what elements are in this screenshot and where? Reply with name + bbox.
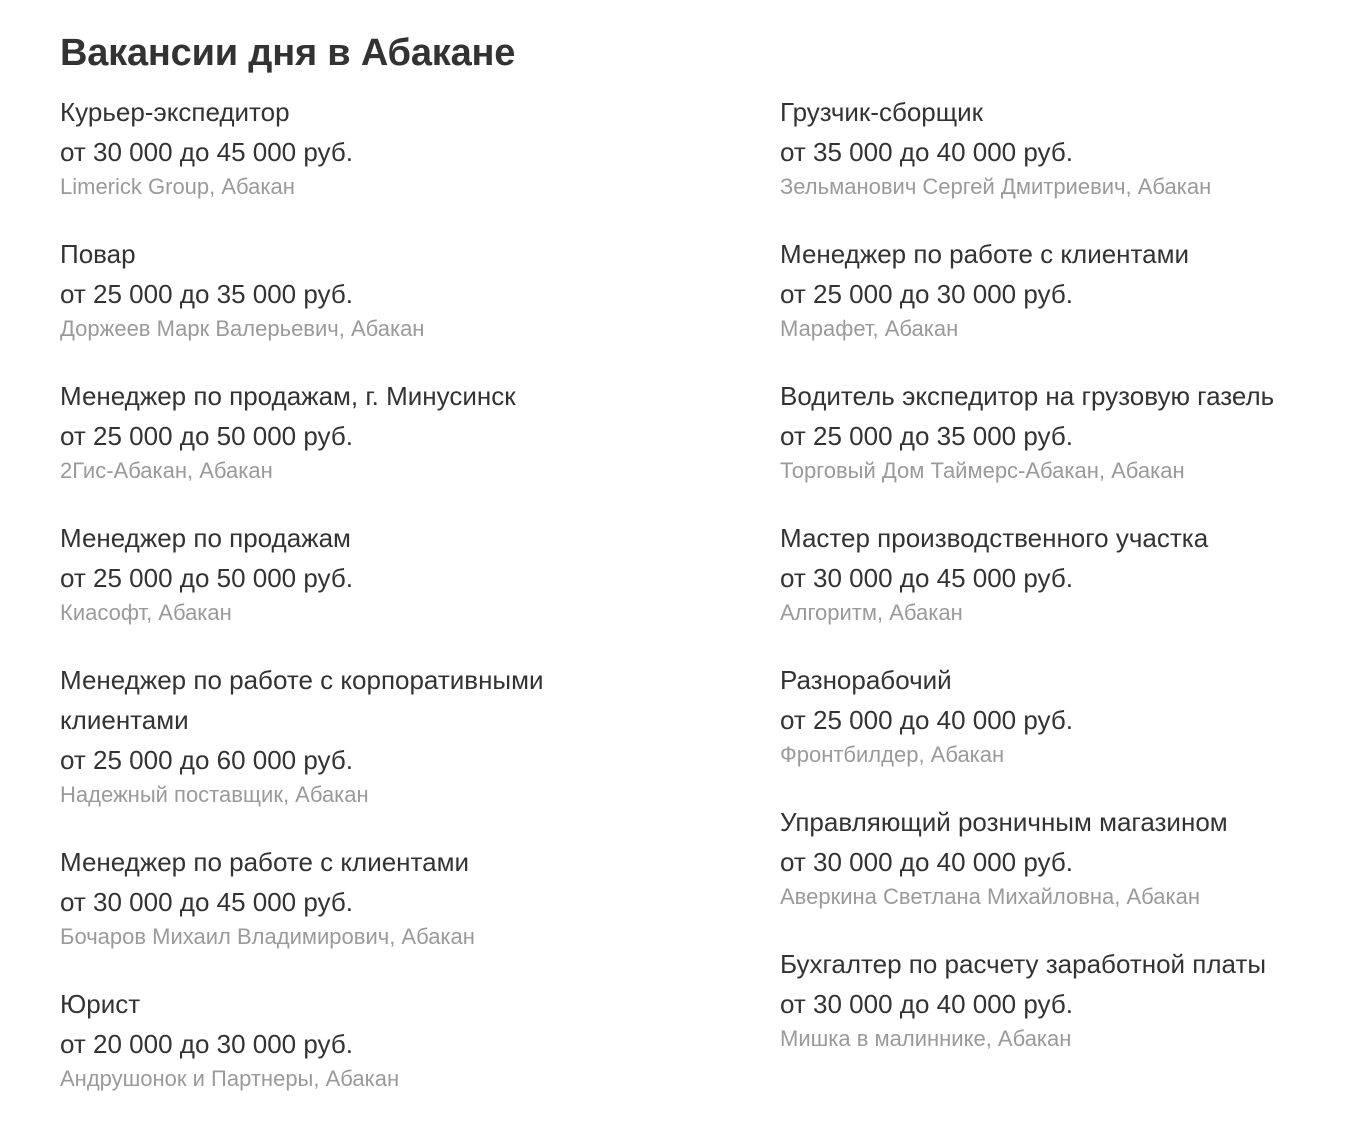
vacancy-title-link[interactable]: Бухгалтер по расчету заработной платы xyxy=(780,949,1267,979)
vacancy-title-link[interactable]: Водитель экспедитор на грузовую газель xyxy=(780,381,1275,411)
vacancy-title-link[interactable]: Управляющий розничным магазином xyxy=(780,807,1228,837)
vacancy-title-link[interactable]: Юрист xyxy=(60,989,141,1019)
vacancy-company: Алгоритм, Абакан xyxy=(780,600,963,625)
vacancy-list-left xyxy=(60,92,720,1126)
vacancy-company: Зельманович Сергей Дмитриевич, Абакан xyxy=(780,174,1212,199)
vacancy-item xyxy=(60,92,720,202)
vacancy-item xyxy=(780,234,1340,344)
vacancy-item xyxy=(60,234,720,344)
vacancy-company: Фронтбилдер, Абакан xyxy=(780,742,1005,767)
vacancy-company: Доржеев Марк Валерьевич, Абакан xyxy=(60,316,425,341)
vacancy-title-link[interactable]: Повар xyxy=(60,239,136,269)
vacancy-salary: от 35 000 до 40 000 руб. xyxy=(780,137,1073,167)
vacancy-item xyxy=(60,984,720,1094)
vacancy-item xyxy=(780,660,1340,770)
vacancy-salary: от 25 000 до 40 000 руб. xyxy=(780,705,1073,735)
vacancy-company: Марафет, Абакан xyxy=(780,316,959,341)
vacancy-title-link[interactable]: Менеджер по продажам, г. Минусинск xyxy=(60,381,516,411)
vacancy-item xyxy=(780,518,1340,628)
vacancy-salary: от 25 000 до 50 000 руб. xyxy=(60,421,353,451)
vacancy-salary: от 25 000 до 50 000 руб. xyxy=(60,563,353,593)
vacancy-company: Торговый Дом Таймерс-Абакан, Абакан xyxy=(780,458,1185,483)
vacancy-item xyxy=(780,802,1340,912)
vacancy-company: Бочаров Михаил Владимирович, Абакан xyxy=(60,924,475,949)
vacancy-item xyxy=(780,376,1340,486)
vacancy-salary: от 25 000 до 35 000 руб. xyxy=(780,421,1073,451)
vacancy-title-link[interactable]: Менеджер по работе с корпоративными клиентами xyxy=(60,665,544,735)
vacancy-salary: от 25 000 до 30 000 руб. xyxy=(780,279,1073,309)
vacancy-company: Аверкина Светлана Михайловна, Абакан xyxy=(780,884,1200,909)
vacancy-item xyxy=(780,92,1340,202)
vacancy-title-link[interactable]: Разнорабочий xyxy=(780,665,952,695)
vacancy-salary: от 25 000 до 60 000 руб. xyxy=(60,745,353,775)
vacancy-title-link[interactable]: Менеджер по продажам xyxy=(60,523,351,553)
vacancy-title-link[interactable]: Курьер-экспедитор xyxy=(60,97,290,127)
vacancy-salary: от 20 000 до 30 000 руб. xyxy=(60,1029,353,1059)
vacancy-company: Андрушонок и Партнеры, Абакан xyxy=(60,1066,400,1091)
vacancy-salary: от 30 000 до 45 000 руб. xyxy=(60,137,353,167)
vacancy-title-link[interactable]: Менеджер по работе с клиентами xyxy=(780,239,1190,269)
vacancy-salary: от 30 000 до 45 000 руб. xyxy=(60,887,353,917)
vacancy-title-link[interactable]: Мастер производственного участка xyxy=(780,523,1209,553)
vacancy-company: 2Гис-Абакан, Абакан xyxy=(60,458,273,483)
vacancy-list-right xyxy=(780,92,1340,1086)
vacancy-item xyxy=(780,944,1340,1054)
vacancy-item xyxy=(60,376,720,486)
vacancy-salary: от 25 000 до 35 000 руб. xyxy=(60,279,353,309)
vacancy-company: Мишка в малиннике, Абакан xyxy=(780,1026,1072,1051)
vacancy-title-link[interactable]: Менеджер по работе с клиентами xyxy=(60,847,470,877)
section-title: Вакансии дня в Абакане xyxy=(60,32,516,74)
vacancy-company: Limerick Group, Абакан xyxy=(60,174,295,199)
vacancy-title-link[interactable]: Грузчик-сборщик xyxy=(780,97,984,127)
vacancy-salary: от 30 000 до 40 000 руб. xyxy=(780,847,1073,877)
vacancy-salary: от 30 000 до 45 000 руб. xyxy=(780,563,1073,593)
vacancy-item xyxy=(60,842,720,952)
vacancy-item xyxy=(60,518,720,628)
vacancy-item xyxy=(60,660,720,810)
vacancy-company: Киасофт, Абакан xyxy=(60,600,232,625)
vacancy-company: Надежный поставщик, Абакан xyxy=(60,782,369,807)
vacancy-salary: от 30 000 до 40 000 руб. xyxy=(780,989,1073,1019)
